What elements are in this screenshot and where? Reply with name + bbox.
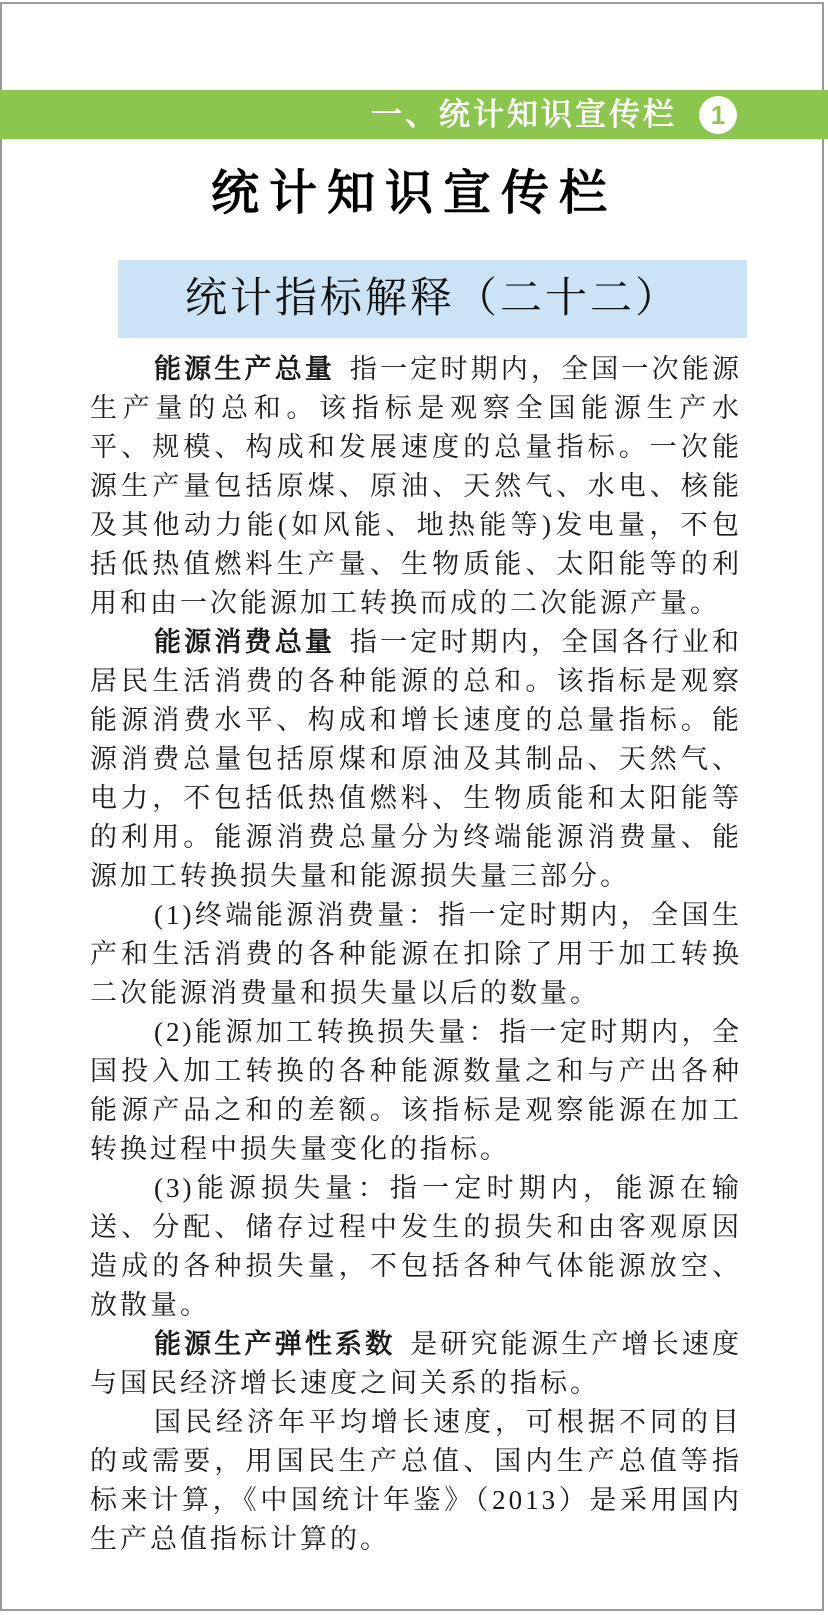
paragraph-text: (3)能源损失量：指一定时期内，能源在输送、分配、储存过程中发生的损失和由客观原因造成的各种损失量，不包括各种气体能源放空、放散量。 [90,1173,742,1320]
term-label: 能源消费总量 [154,627,336,657]
section-banner [118,260,747,338]
term-label: 能源生产弹性系数 [154,1329,396,1359]
page-title: 统计知识宣传栏 [210,167,617,220]
chapter-header-bar [0,90,828,139]
paragraph-text: 指一定时期内，全国各行业和居民生活消费的各种能源的总和。该指标是观察能源消费水平、构成和增长速度的总量指标。能源消费总量包括原煤和原油及其制品、天然气、电力，不包括低热值燃料、生物质能和太阳能等的利用。能源消费总量分为终端能源消费量、能源加工转换损失量和能源损失量三部分。 [90,627,743,891]
paragraph [90,1169,742,1325]
article-body [90,350,742,1559]
term-label: 能源生产总量 [154,354,336,384]
paragraph [90,1403,742,1559]
paragraph-text: (1)终端能源消费量：指一定时期内，全国生产和生活消费的各种能源在扣除了用于加工转换二次能源消费量和损失量以后的数量。 [90,900,742,1008]
chapter-title: 一、统计知识宣传栏 [371,97,677,132]
paragraph-text: 国民经济年平均增长速度，可根据不同的目的或需要，用国民生产总值、国内生产总值等指标来计算，《中国统计年鉴》（2013）是采用国内生产总值指标计算的。 [90,1407,742,1554]
page-number-badge: 1 [699,96,737,134]
paragraph [90,896,742,1013]
paragraph [90,1013,742,1169]
section-banner-title: 统计指标解释（二十二） [184,276,680,322]
paragraph-text: 指一定时期内，全国一次能源生产量的总和。该指标是观察全国能源生产水平、规模、构成和发展速度的总量指标。一次能源生产量包括原煤、原油、天然气、水电、核能及其他动力能(如风能、地热能等)发电量，不包括低热值燃料生产量、生物质能、太阳能等的利用和由一次能源加工转换而成的二次能源产量。 [90,354,743,618]
paragraph [90,350,742,623]
paragraph-text: 是研究能源生产增长速度与国民经济增长速度之间关系的指标。 [90,1329,743,1398]
paragraph [90,1325,742,1403]
paragraph [90,623,742,896]
paragraph-text: (2)能源加工转换损失量：指一定时期内，全国投入加工转换的各种能源数量之和与产出各种能源产品之和的差额。该指标是观察能源在加工转换过程中损失量变化的指标。 [90,1017,742,1164]
